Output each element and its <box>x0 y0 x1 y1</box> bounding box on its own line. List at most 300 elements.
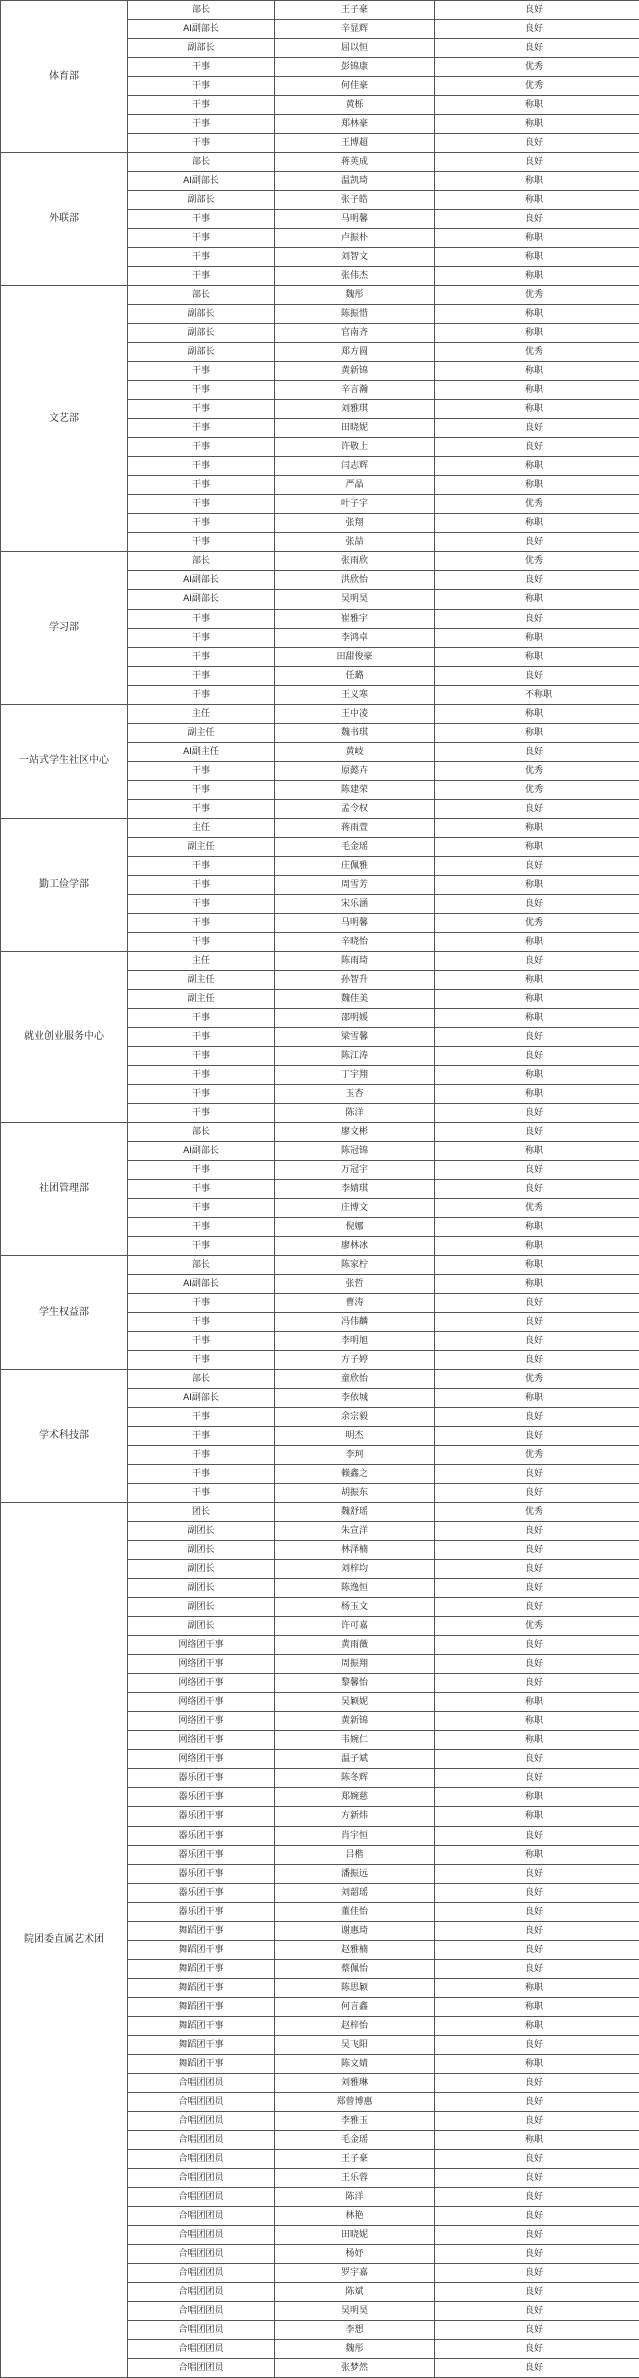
name-cell: 黄栎 <box>275 96 435 115</box>
position-cell: 干事 <box>128 229 275 248</box>
rating-cell: 称职 <box>435 381 639 400</box>
position-cell: 合唱团团员 <box>128 2149 275 2168</box>
position-cell: 副部长 <box>128 343 275 362</box>
position-cell: 干事 <box>128 894 275 913</box>
name-cell: 胡振东 <box>275 1484 435 1503</box>
rating-cell: 称职 <box>435 324 639 343</box>
position-cell: 干事 <box>128 1103 275 1122</box>
name-cell: 崔雅宇 <box>275 609 435 628</box>
position-cell: 器乐团干事 <box>128 1845 275 1864</box>
rating-cell: 优秀 <box>435 1446 639 1465</box>
rating-cell: 良好 <box>435 20 639 39</box>
name-cell: 毛金瑶 <box>275 2130 435 2149</box>
name-cell: 赵雅楠 <box>275 1940 435 1959</box>
name-cell: 官南齐 <box>275 324 435 343</box>
rating-cell: 优秀 <box>435 1370 639 1389</box>
position-cell: 干事 <box>128 685 275 704</box>
name-cell: 林艳 <box>275 2206 435 2225</box>
rating-cell: 良好 <box>435 2168 639 2187</box>
name-cell: 廖文彬 <box>275 1122 435 1141</box>
position-cell: 干事 <box>128 1446 275 1465</box>
rating-cell: 良好 <box>435 1883 639 1902</box>
name-cell: 庄佩雅 <box>275 856 435 875</box>
rating-cell: 称职 <box>435 362 639 381</box>
rating-cell: 良好 <box>435 1294 639 1313</box>
position-cell: 干事 <box>128 1427 275 1446</box>
position-cell: 干事 <box>128 1294 275 1313</box>
position-cell: 部长 <box>128 286 275 305</box>
rating-cell: 称职 <box>435 932 639 951</box>
rating-cell: 良好 <box>435 2358 639 2377</box>
position-cell: 器乐团干事 <box>128 1864 275 1883</box>
position-cell: 干事 <box>128 780 275 799</box>
position-cell: 干事 <box>128 381 275 400</box>
rating-cell: 良好 <box>435 2187 639 2206</box>
position-cell: 干事 <box>128 533 275 552</box>
position-cell: 干事 <box>128 1160 275 1179</box>
position-cell: 主任 <box>128 818 275 837</box>
name-cell: 吴颖妮 <box>275 1693 435 1712</box>
department-cell: 体育部 <box>1 1 128 153</box>
position-cell: AI副主任 <box>128 742 275 761</box>
position-cell: 干事 <box>128 1027 275 1046</box>
name-cell: 谢惠琦 <box>275 1921 435 1940</box>
position-cell: 副部长 <box>128 39 275 58</box>
rating-cell: 良好 <box>435 2092 639 2111</box>
name-cell: 蒋雨萱 <box>275 818 435 837</box>
name-cell: 刘韶瑶 <box>275 1883 435 1902</box>
rating-cell: 称职 <box>435 115 639 134</box>
table-row <box>1 1256 639 1275</box>
name-cell: 叶子宇 <box>275 495 435 514</box>
rating-cell: 称职 <box>435 1389 639 1408</box>
rating-cell: 良好 <box>435 153 639 172</box>
position-cell: 合唱团团员 <box>128 2263 275 2282</box>
name-cell: 孙智升 <box>275 970 435 989</box>
rating-cell: 称职 <box>435 1845 639 1864</box>
position-cell: 副主任 <box>128 837 275 856</box>
position-cell: 干事 <box>128 1408 275 1427</box>
rating-cell: 称职 <box>435 970 639 989</box>
rating-cell: 称职 <box>435 1807 639 1826</box>
position-cell: 干事 <box>128 58 275 77</box>
rating-cell: 良好 <box>435 1750 639 1769</box>
position-cell: 干事 <box>128 495 275 514</box>
position-cell: AI副部长 <box>128 571 275 590</box>
name-cell: 闫志辉 <box>275 457 435 476</box>
name-cell: 明杰 <box>275 1427 435 1446</box>
name-cell: 陈斌 <box>275 2282 435 2301</box>
rating-cell: 称职 <box>435 96 639 115</box>
position-cell: 干事 <box>128 628 275 647</box>
rating-cell: 称职 <box>435 989 639 1008</box>
name-cell: 毛金瑶 <box>275 837 435 856</box>
rating-cell: 良好 <box>435 1122 639 1141</box>
position-cell: 部长 <box>128 1370 275 1389</box>
name-cell: 黄岐 <box>275 742 435 761</box>
position-cell: 干事 <box>128 1237 275 1256</box>
name-cell: 蔡佩怡 <box>275 1959 435 1978</box>
rating-cell: 称职 <box>435 400 639 419</box>
name-cell: 郑方圆 <box>275 343 435 362</box>
rating-cell: 称职 <box>435 2054 639 2073</box>
name-cell: 杨玉文 <box>275 1598 435 1617</box>
position-cell: 网络团干事 <box>128 1731 275 1750</box>
position-cell: 干事 <box>128 438 275 457</box>
rating-cell: 良好 <box>435 609 639 628</box>
position-cell: 网络团干事 <box>128 1636 275 1655</box>
position-cell: 合唱团团员 <box>128 2073 275 2092</box>
rating-cell: 良好 <box>435 1027 639 1046</box>
position-cell: AI副部长 <box>128 590 275 609</box>
rating-cell: 良好 <box>435 1940 639 1959</box>
position-cell: 部长 <box>128 1122 275 1141</box>
rating-cell: 称职 <box>435 1218 639 1237</box>
name-cell: 肖宇恒 <box>275 1826 435 1845</box>
rating-cell: 良好 <box>435 2301 639 2320</box>
rating-cell: 称职 <box>435 1997 639 2016</box>
position-cell: 副团长 <box>128 1598 275 1617</box>
name-cell: 刘梓均 <box>275 1560 435 1579</box>
name-cell: 田晓妮 <box>275 2225 435 2244</box>
name-cell: 郑婉慈 <box>275 1788 435 1807</box>
rating-cell: 称职 <box>435 723 639 742</box>
department-cell: 就业创业服务中心 <box>1 951 128 1122</box>
rating-cell: 称职 <box>435 514 639 533</box>
name-cell: 田晓妮 <box>275 419 435 438</box>
name-cell: 陈洋 <box>275 1103 435 1122</box>
position-cell: 干事 <box>128 1218 275 1237</box>
name-cell: 马明馨 <box>275 210 435 229</box>
rating-cell: 称职 <box>435 818 639 837</box>
rating-cell: 称职 <box>435 476 639 495</box>
name-cell: 李婧琪 <box>275 1179 435 1198</box>
name-cell: 董佳怡 <box>275 1902 435 1921</box>
department-cell: 学习部 <box>1 552 128 704</box>
position-cell: 舞蹈团干事 <box>128 2035 275 2054</box>
position-cell: 合唱团团员 <box>128 2339 275 2358</box>
name-cell: 刘智文 <box>275 248 435 267</box>
name-cell: 周雪芳 <box>275 875 435 894</box>
rating-cell: 称职 <box>435 590 639 609</box>
department-cell: 院团委直属艺术团 <box>1 1503 128 2378</box>
position-cell: 副主任 <box>128 989 275 1008</box>
position-cell: 干事 <box>128 115 275 134</box>
name-cell: 许敬上 <box>275 438 435 457</box>
rating-cell: 良好 <box>435 1484 639 1503</box>
rating-cell: 良好 <box>435 2225 639 2244</box>
rating-cell: 良好 <box>435 438 639 457</box>
position-cell: 合唱团团员 <box>128 2301 275 2320</box>
position-cell: 副主任 <box>128 723 275 742</box>
rating-cell: 良好 <box>435 571 639 590</box>
rating-cell: 称职 <box>435 647 639 666</box>
rating-cell: 良好 <box>435 1636 639 1655</box>
name-cell: 万冠宇 <box>275 1160 435 1179</box>
position-cell: 舞蹈团干事 <box>128 1921 275 1940</box>
table-row <box>1 286 639 305</box>
rating-cell: 称职 <box>435 1693 639 1712</box>
rating-cell: 良好 <box>435 742 639 761</box>
name-cell: 郑林豪 <box>275 115 435 134</box>
name-cell: 赵梓怡 <box>275 2016 435 2035</box>
rating-cell: 良好 <box>435 951 639 970</box>
position-cell: 干事 <box>128 1465 275 1484</box>
rating-cell: 优秀 <box>435 286 639 305</box>
position-cell: 干事 <box>128 1046 275 1065</box>
position-cell: 团长 <box>128 1503 275 1522</box>
name-cell: 吕楷 <box>275 1845 435 1864</box>
position-cell: 器乐团干事 <box>128 1826 275 1845</box>
position-cell: 器乐团干事 <box>128 1769 275 1788</box>
department-cell: 外联部 <box>1 153 128 286</box>
table-row <box>1 704 639 723</box>
rating-cell: 称职 <box>435 267 639 286</box>
name-cell: 魏彤 <box>275 286 435 305</box>
position-cell: AI副部长 <box>128 172 275 191</box>
rating-cell: 良好 <box>435 1313 639 1332</box>
rating-cell: 良好 <box>435 799 639 818</box>
rating-cell: 良好 <box>435 1465 639 1484</box>
name-cell: 罗宇嘉 <box>275 2263 435 2282</box>
name-cell: 张雨欣 <box>275 552 435 571</box>
name-cell: 李珂 <box>275 1446 435 1465</box>
rating-cell: 良好 <box>435 1864 639 1883</box>
rating-cell: 良好 <box>435 666 639 685</box>
rating-cell: 称职 <box>435 1008 639 1027</box>
rating-cell: 良好 <box>435 210 639 229</box>
position-cell: 干事 <box>128 77 275 96</box>
name-cell: 卢振朴 <box>275 229 435 248</box>
position-cell: 部长 <box>128 1 275 20</box>
rating-cell: 称职 <box>435 2130 639 2149</box>
name-cell: 宋乐涵 <box>275 894 435 913</box>
position-cell: 副团长 <box>128 1617 275 1636</box>
rating-cell: 优秀 <box>435 343 639 362</box>
rating-cell: 良好 <box>435 1046 639 1065</box>
name-cell: 李雅玉 <box>275 2111 435 2130</box>
position-cell: 舞蹈团干事 <box>128 1959 275 1978</box>
name-cell: 陈振惜 <box>275 305 435 324</box>
name-cell: 原懿卉 <box>275 761 435 780</box>
position-cell: 干事 <box>128 1179 275 1198</box>
table-row <box>1 951 639 970</box>
name-cell: 黄新锦 <box>275 362 435 381</box>
name-cell: 周振翔 <box>275 1655 435 1674</box>
position-cell: 器乐团干事 <box>128 1883 275 1902</box>
name-cell: 陈洋 <box>275 2187 435 2206</box>
rating-cell: 称职 <box>435 704 639 723</box>
position-cell: 干事 <box>128 1351 275 1370</box>
name-cell: 李依城 <box>275 1389 435 1408</box>
rating-cell: 称职 <box>435 875 639 894</box>
position-cell: 干事 <box>128 1313 275 1332</box>
position-cell: 合唱团团员 <box>128 2111 275 2130</box>
rating-cell: 良好 <box>435 1332 639 1351</box>
department-cell: 学术科技部 <box>1 1370 128 1503</box>
name-cell: 吴明昊 <box>275 2301 435 2320</box>
position-cell: 舞蹈团干事 <box>128 2054 275 2073</box>
position-cell: 器乐团干事 <box>128 1902 275 1921</box>
table-row <box>1 1370 639 1389</box>
name-cell: 廖林冰 <box>275 1237 435 1256</box>
position-cell: 干事 <box>128 1065 275 1084</box>
name-cell: 张翔 <box>275 514 435 533</box>
rating-cell: 良好 <box>435 1769 639 1788</box>
rating-cell: 优秀 <box>435 1198 639 1217</box>
name-cell: 孟令权 <box>275 799 435 818</box>
rating-cell: 优秀 <box>435 780 639 799</box>
name-cell: 吴明昊 <box>275 590 435 609</box>
position-cell: 干事 <box>128 856 275 875</box>
name-cell: 林泽楠 <box>275 1541 435 1560</box>
department-cell: 学生权益部 <box>1 1256 128 1370</box>
rating-cell: 良好 <box>435 134 639 153</box>
position-cell: 干事 <box>128 932 275 951</box>
name-cell: 陈冠锦 <box>275 1141 435 1160</box>
table-row <box>1 552 639 571</box>
name-cell: 魏佳美 <box>275 989 435 1008</box>
name-cell: 刘雅琳 <box>275 2073 435 2092</box>
rating-cell: 称职 <box>435 1712 639 1731</box>
position-cell: 干事 <box>128 1084 275 1103</box>
name-cell: 曹涛 <box>275 1294 435 1313</box>
name-cell: 彭锦康 <box>275 58 435 77</box>
rating-cell: 称职 <box>435 1237 639 1256</box>
name-cell: 王中凌 <box>275 704 435 723</box>
name-cell: 马明馨 <box>275 913 435 932</box>
rating-cell: 优秀 <box>435 58 639 77</box>
position-cell: 干事 <box>128 96 275 115</box>
rating-cell: 称职 <box>435 1256 639 1275</box>
position-cell: 干事 <box>128 1008 275 1027</box>
name-cell: 温子斌 <box>275 1750 435 1769</box>
rating-cell: 良好 <box>435 2320 639 2339</box>
department-cell: 勤工俭学部 <box>1 818 128 951</box>
position-cell: AI副部长 <box>128 1141 275 1160</box>
position-cell: 合唱团团员 <box>128 2320 275 2339</box>
position-cell: AI副部长 <box>128 1389 275 1408</box>
position-cell: 网络团干事 <box>128 1655 275 1674</box>
name-cell: 辛显辉 <box>275 20 435 39</box>
rating-cell: 良好 <box>435 2339 639 2358</box>
position-cell: 干事 <box>128 362 275 381</box>
name-cell: 黎馨怡 <box>275 1674 435 1693</box>
name-cell: 王博超 <box>275 134 435 153</box>
name-cell: 黄雨薇 <box>275 1636 435 1655</box>
rating-cell: 良好 <box>435 2073 639 2092</box>
table-body <box>1 1 639 2378</box>
rating-cell: 不称职 <box>435 685 639 704</box>
rating-cell: 良好 <box>435 2282 639 2301</box>
position-cell: 干事 <box>128 1484 275 1503</box>
rating-cell: 良好 <box>435 2111 639 2130</box>
name-cell: 庄博文 <box>275 1198 435 1217</box>
name-cell: 赖鑫之 <box>275 1465 435 1484</box>
rating-cell: 优秀 <box>435 1617 639 1636</box>
name-cell: 张喆 <box>275 533 435 552</box>
position-cell: 干事 <box>128 134 275 153</box>
table-row <box>1 153 639 172</box>
position-cell: 器乐团干事 <box>128 1807 275 1826</box>
table-row <box>1 1 639 20</box>
position-cell: 副团长 <box>128 1541 275 1560</box>
rating-cell: 良好 <box>435 2149 639 2168</box>
position-cell: 副团长 <box>128 1579 275 1598</box>
name-cell: 王义寒 <box>275 685 435 704</box>
name-cell: 余宗毅 <box>275 1408 435 1427</box>
rating-cell: 称职 <box>435 305 639 324</box>
table-row <box>1 1503 639 1522</box>
position-cell: 网络团干事 <box>128 1712 275 1731</box>
rating-cell: 优秀 <box>435 761 639 780</box>
rating-cell: 良好 <box>435 1598 639 1617</box>
rating-cell: 称职 <box>435 837 639 856</box>
rating-cell: 称职 <box>435 172 639 191</box>
rating-cell: 称职 <box>435 1788 639 1807</box>
name-cell: 李鸿卓 <box>275 628 435 647</box>
table-row <box>1 1122 639 1141</box>
rating-cell: 良好 <box>435 1408 639 1427</box>
position-cell: 干事 <box>128 476 275 495</box>
rating-cell: 称职 <box>435 1731 639 1750</box>
name-cell: 朱宣洋 <box>275 1522 435 1541</box>
position-cell: 部长 <box>128 1256 275 1275</box>
rating-cell: 良好 <box>435 1579 639 1598</box>
rating-cell: 良好 <box>435 1179 639 1198</box>
name-cell: 蒋英成 <box>275 153 435 172</box>
name-cell: 丁宇翔 <box>275 1065 435 1084</box>
rating-cell: 良好 <box>435 533 639 552</box>
position-cell: 干事 <box>128 913 275 932</box>
rating-cell: 称职 <box>435 1084 639 1103</box>
department-cell: 社团管理部 <box>1 1122 128 1255</box>
name-cell: 陈文婧 <box>275 2054 435 2073</box>
position-cell: 主任 <box>128 951 275 970</box>
rating-cell: 良好 <box>435 1522 639 1541</box>
rating-cell: 良好 <box>435 1959 639 1978</box>
name-cell: 陈建荣 <box>275 780 435 799</box>
position-cell: 合唱团团员 <box>128 2225 275 2244</box>
rating-cell: 称职 <box>435 248 639 267</box>
name-cell: 许可嘉 <box>275 1617 435 1636</box>
position-cell: 舞蹈团干事 <box>128 1978 275 1997</box>
position-cell: 副部长 <box>128 324 275 343</box>
name-cell: 潘振远 <box>275 1864 435 1883</box>
position-cell: AI副部长 <box>128 20 275 39</box>
name-cell: 陈江涛 <box>275 1046 435 1065</box>
rating-cell: 优秀 <box>435 552 639 571</box>
position-cell: 合唱团团员 <box>128 2206 275 2225</box>
position-cell: 网络团干事 <box>128 1674 275 1693</box>
name-cell: 刘雅琪 <box>275 400 435 419</box>
position-cell: 副部长 <box>128 305 275 324</box>
name-cell: 郑曾博惠 <box>275 2092 435 2111</box>
name-cell: 辛言瀚 <box>275 381 435 400</box>
rating-cell: 优秀 <box>435 495 639 514</box>
position-cell: 舞蹈团干事 <box>128 2016 275 2035</box>
position-cell: 副团长 <box>128 1560 275 1579</box>
name-cell: 方新炜 <box>275 1807 435 1826</box>
position-cell: 舞蹈团干事 <box>128 1940 275 1959</box>
rating-cell: 优秀 <box>435 1503 639 1522</box>
rating-cell: 良好 <box>435 1 639 20</box>
name-cell: 陈思颖 <box>275 1978 435 1997</box>
position-cell: 干事 <box>128 210 275 229</box>
rating-cell: 良好 <box>435 1541 639 1560</box>
name-cell: 魏书琪 <box>275 723 435 742</box>
rating-cell: 良好 <box>435 1655 639 1674</box>
